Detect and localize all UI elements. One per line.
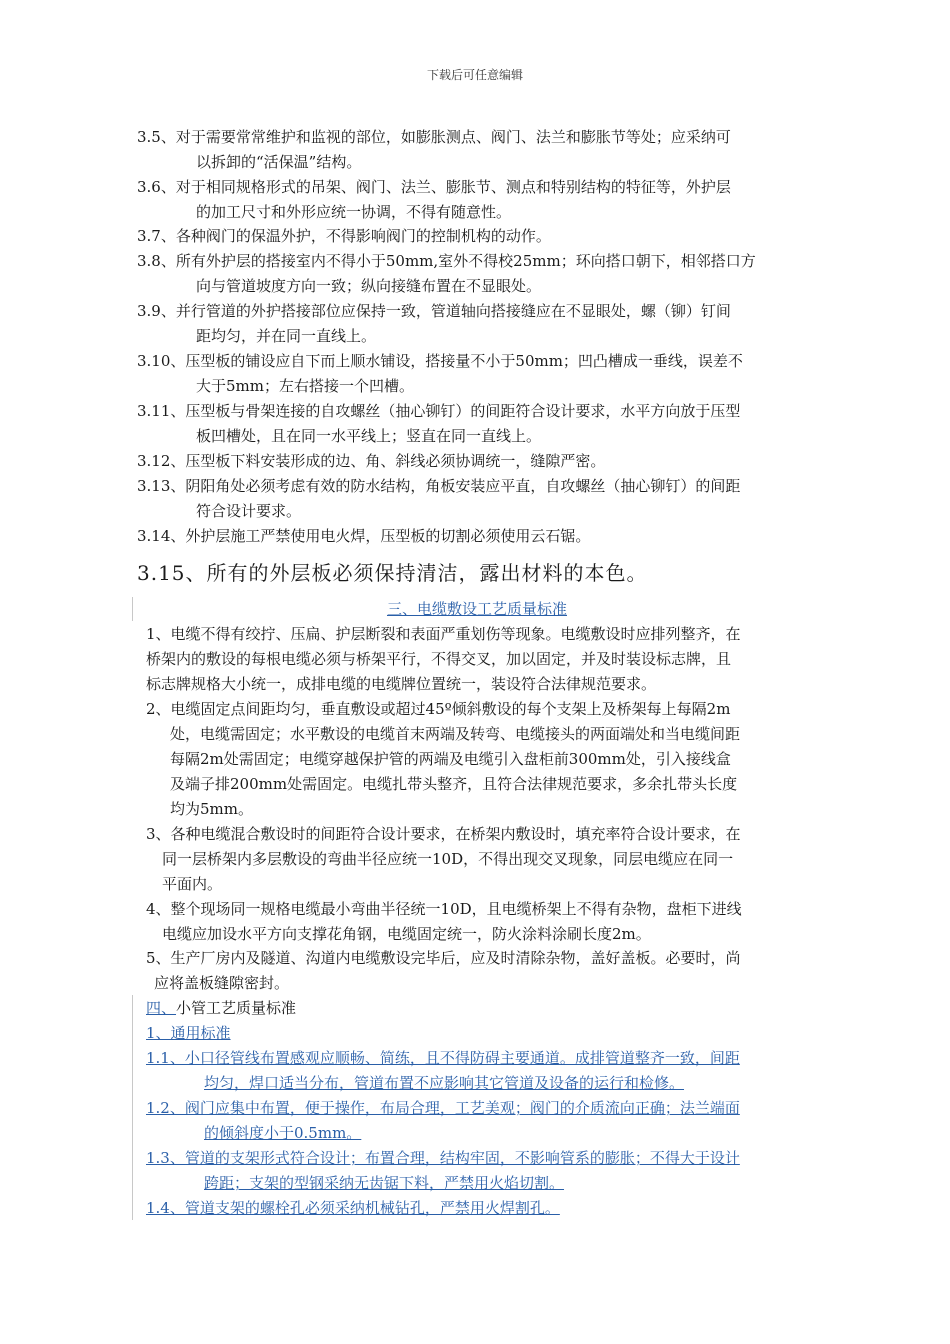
item-3-5-line1: 3.5、对于需要常常维护和监视的部位，如膨胀测点、阀门、法兰和膨胀节等处；应采纳可 [137,128,731,146]
cable-2-line4: 及端子排200mm处需固定。电缆扎带头整齐，且符合法律规范要求，多余扎带头长度 [170,775,738,793]
cable-3-line3: 平面内。 [162,875,223,893]
item-3-11-line2: 板凹槽处，且在同一水平线上；竖直在同一直线上。 [196,427,542,445]
item-3-14: 3.14、外护层施工严禁使用电火焊，压型板的切割必须使用云石锯。 [137,527,591,545]
item-3-8-line1: 3.8、所有外护层的搭接室内不得小于50mm,室外不得校25mm；环向搭口朝下，相邻搭口方 [137,252,756,270]
pipe-1-4-link[interactable]: 1.4、管道支架的螺栓孔必须采纳机械钻孔，严禁用火焊割孔。 [146,1199,560,1217]
cable-4-line1: 4、整个现场同一规格电缆最小弯曲半径统一10D，且电缆桥架上不得有杂物，盘柜下进线 [146,900,742,918]
pipe-1-1-line1-link[interactable]: 1.1、小口径管线布置感观应顺畅、简练，且不得防碍主要通道。成排管道整齐一致，间距 [146,1049,740,1067]
pipe-1-2-line1-link[interactable]: 1.2、阀门应集中布置，便于操作，布局合理，工艺美观；阀门的介质流向正确；法兰端面 [146,1099,740,1117]
cable-1-line3: 标志牌规格大小统一，成排电缆的电缆牌位置统一，装设符合法律规范要求。 [146,675,657,693]
item-3-13-line1: 3.13、阴阳角处必须考虑有效的防水结构，角板安装应平直，自攻螺丝（抽心铆钉）的间距 [137,477,741,495]
sub-1-link[interactable]: 1、通用标准 [146,1024,231,1042]
pipe-1-4 [146,1196,560,1221]
pipe-1-1-line1 [146,1046,740,1071]
item-3-9-line2: 距均匀，并在同一直线上。 [196,327,377,345]
cable-5-line1: 5、生产厂房内及隧道、沟道内电缆敷设完毕后，应及时清除杂物，盖好盖板。必要时，尚 [146,949,741,967]
item-3-13-line2: 符合设计要求。 [196,502,302,520]
pipe-1-2-line2 [204,1121,361,1146]
cable-3-line2: 同一层桥架内多层敷设的弯曲半径应统一10D，不得出现交叉现象，同层电缆应在同一 [162,850,734,868]
item-3-6-line2: 的加工尺寸和外形应统一协调，不得有随意性。 [196,203,512,221]
cable-2-line1: 2、电缆固定点间距均匀，垂直敷设或超过45º倾斜敷设的每个支架上及桥架每上每隔2m [146,700,731,718]
sub-1 [146,1021,231,1046]
pipe-1-3-line2-link[interactable]: 跨距；支架的型钢采纳无齿锯下料，严禁用火焰切割。 [204,1174,565,1192]
section3-title [137,597,817,622]
item-3-8-line2: 向与管道坡度方向一致；纵向接缝布置在不显眼处。 [196,277,542,295]
item-3-5-line2: 以拆卸的“活保温”结构。 [196,153,362,171]
item-3-6-line1: 3.6、对于相同规格形式的吊架、阀门、法兰、膨胀节、测点和特别结构的特征等，外护层 [137,178,731,196]
cable-2-line2: 处，电缆需固定；水平敷设的电缆首末两端及转弯、电缆接头的两面端处和当电缆间距 [170,725,741,743]
section4-title [146,996,296,1021]
pipe-1-2-line2-link[interactable]: 的倾斜度小于0.5mm。 [204,1124,362,1142]
pipe-1-3-line2 [204,1171,564,1196]
pipe-1-2-line1 [146,1096,740,1121]
cable-2-line3: 每隔2m处需固定；电缆穿越保护管的两端及电缆引入盘柜前300mm处，引入接线盒 [170,750,731,768]
pipe-1-3-line1-link[interactable]: 1.3、管道的支架形式符合设计；布置合理，结构牢固，不影响管系的膨胀；不得大于设计 [146,1149,740,1167]
item-3-7: 3.7、各种阀门的保温外护，不得影响阀门的控制机构的动作。 [137,227,551,245]
cable-3-line1: 3、各种电缆混合敷设时的间距符合设计要求，在桥架内敷设时，填充率符合设计要求，在 [146,825,741,843]
cable-2-line5: 均为5mm。 [170,800,253,818]
pipe-1-1-line2 [204,1071,684,1096]
item-3-12: 3.12、压型板下料安装形成的边、角、斜线必须协调统一，缝隙严密。 [137,452,606,470]
cable-4-line2: 电缆应加设水平方向支撑花角钢，电缆固定统一，防火涂料涂刷长度2m。 [162,925,651,943]
item-3-11-line1: 3.11、压型板与骨架连接的自攻螺丝（抽心铆钉）的间距符合设计要求，水平方向放于压型 [137,402,741,420]
page-header: 下载后可任意编辑 [426,68,523,82]
pipe-1-1-line2-link[interactable]: 均匀，焊口适当分布，管道布置不应影响其它管道及设备的运行和检修。 [204,1074,685,1092]
margin-bar-1 [132,597,133,621]
section3-title-text: 三、电缆敷设工艺质量标准 [386,600,567,618]
item-3-10-line1: 3.10、压型板的铺设应自下而上顺水铺设，搭接量不小于50mm；凹凸槽成一垂线，误差不 [137,352,743,370]
section4-prefix[interactable]: 四、 [146,999,177,1017]
item-3-10-line2: 大于5mm；左右搭接一个凹槽。 [196,377,414,395]
pipe-1-3-line1 [146,1146,740,1171]
item-3-15: 3.15、所有的外层板必须保持清洁，露出材料的本色。 [137,561,648,585]
section4-title-text: 小管工艺质量标准 [176,999,297,1017]
cable-1-line1: 1、电缆不得有绞拧、压扁、护层断裂和表面严重划伤等现象。电缆敷设时应排列整齐，在 [146,625,741,643]
margin-bar-2 [132,995,133,1220]
cable-5-line2: 应将盖板缝隙密封。 [154,974,290,992]
cable-1-line2: 桥架内的敷设的每根电缆必须与桥架平行，不得交叉，加以固定，并及时装设标志牌，且 [146,650,732,668]
item-3-9-line1: 3.9、并行管道的外护搭接部位应保持一致，管道轴向搭接缝应在不显眼处，螺（铆）钉间 [137,302,731,320]
